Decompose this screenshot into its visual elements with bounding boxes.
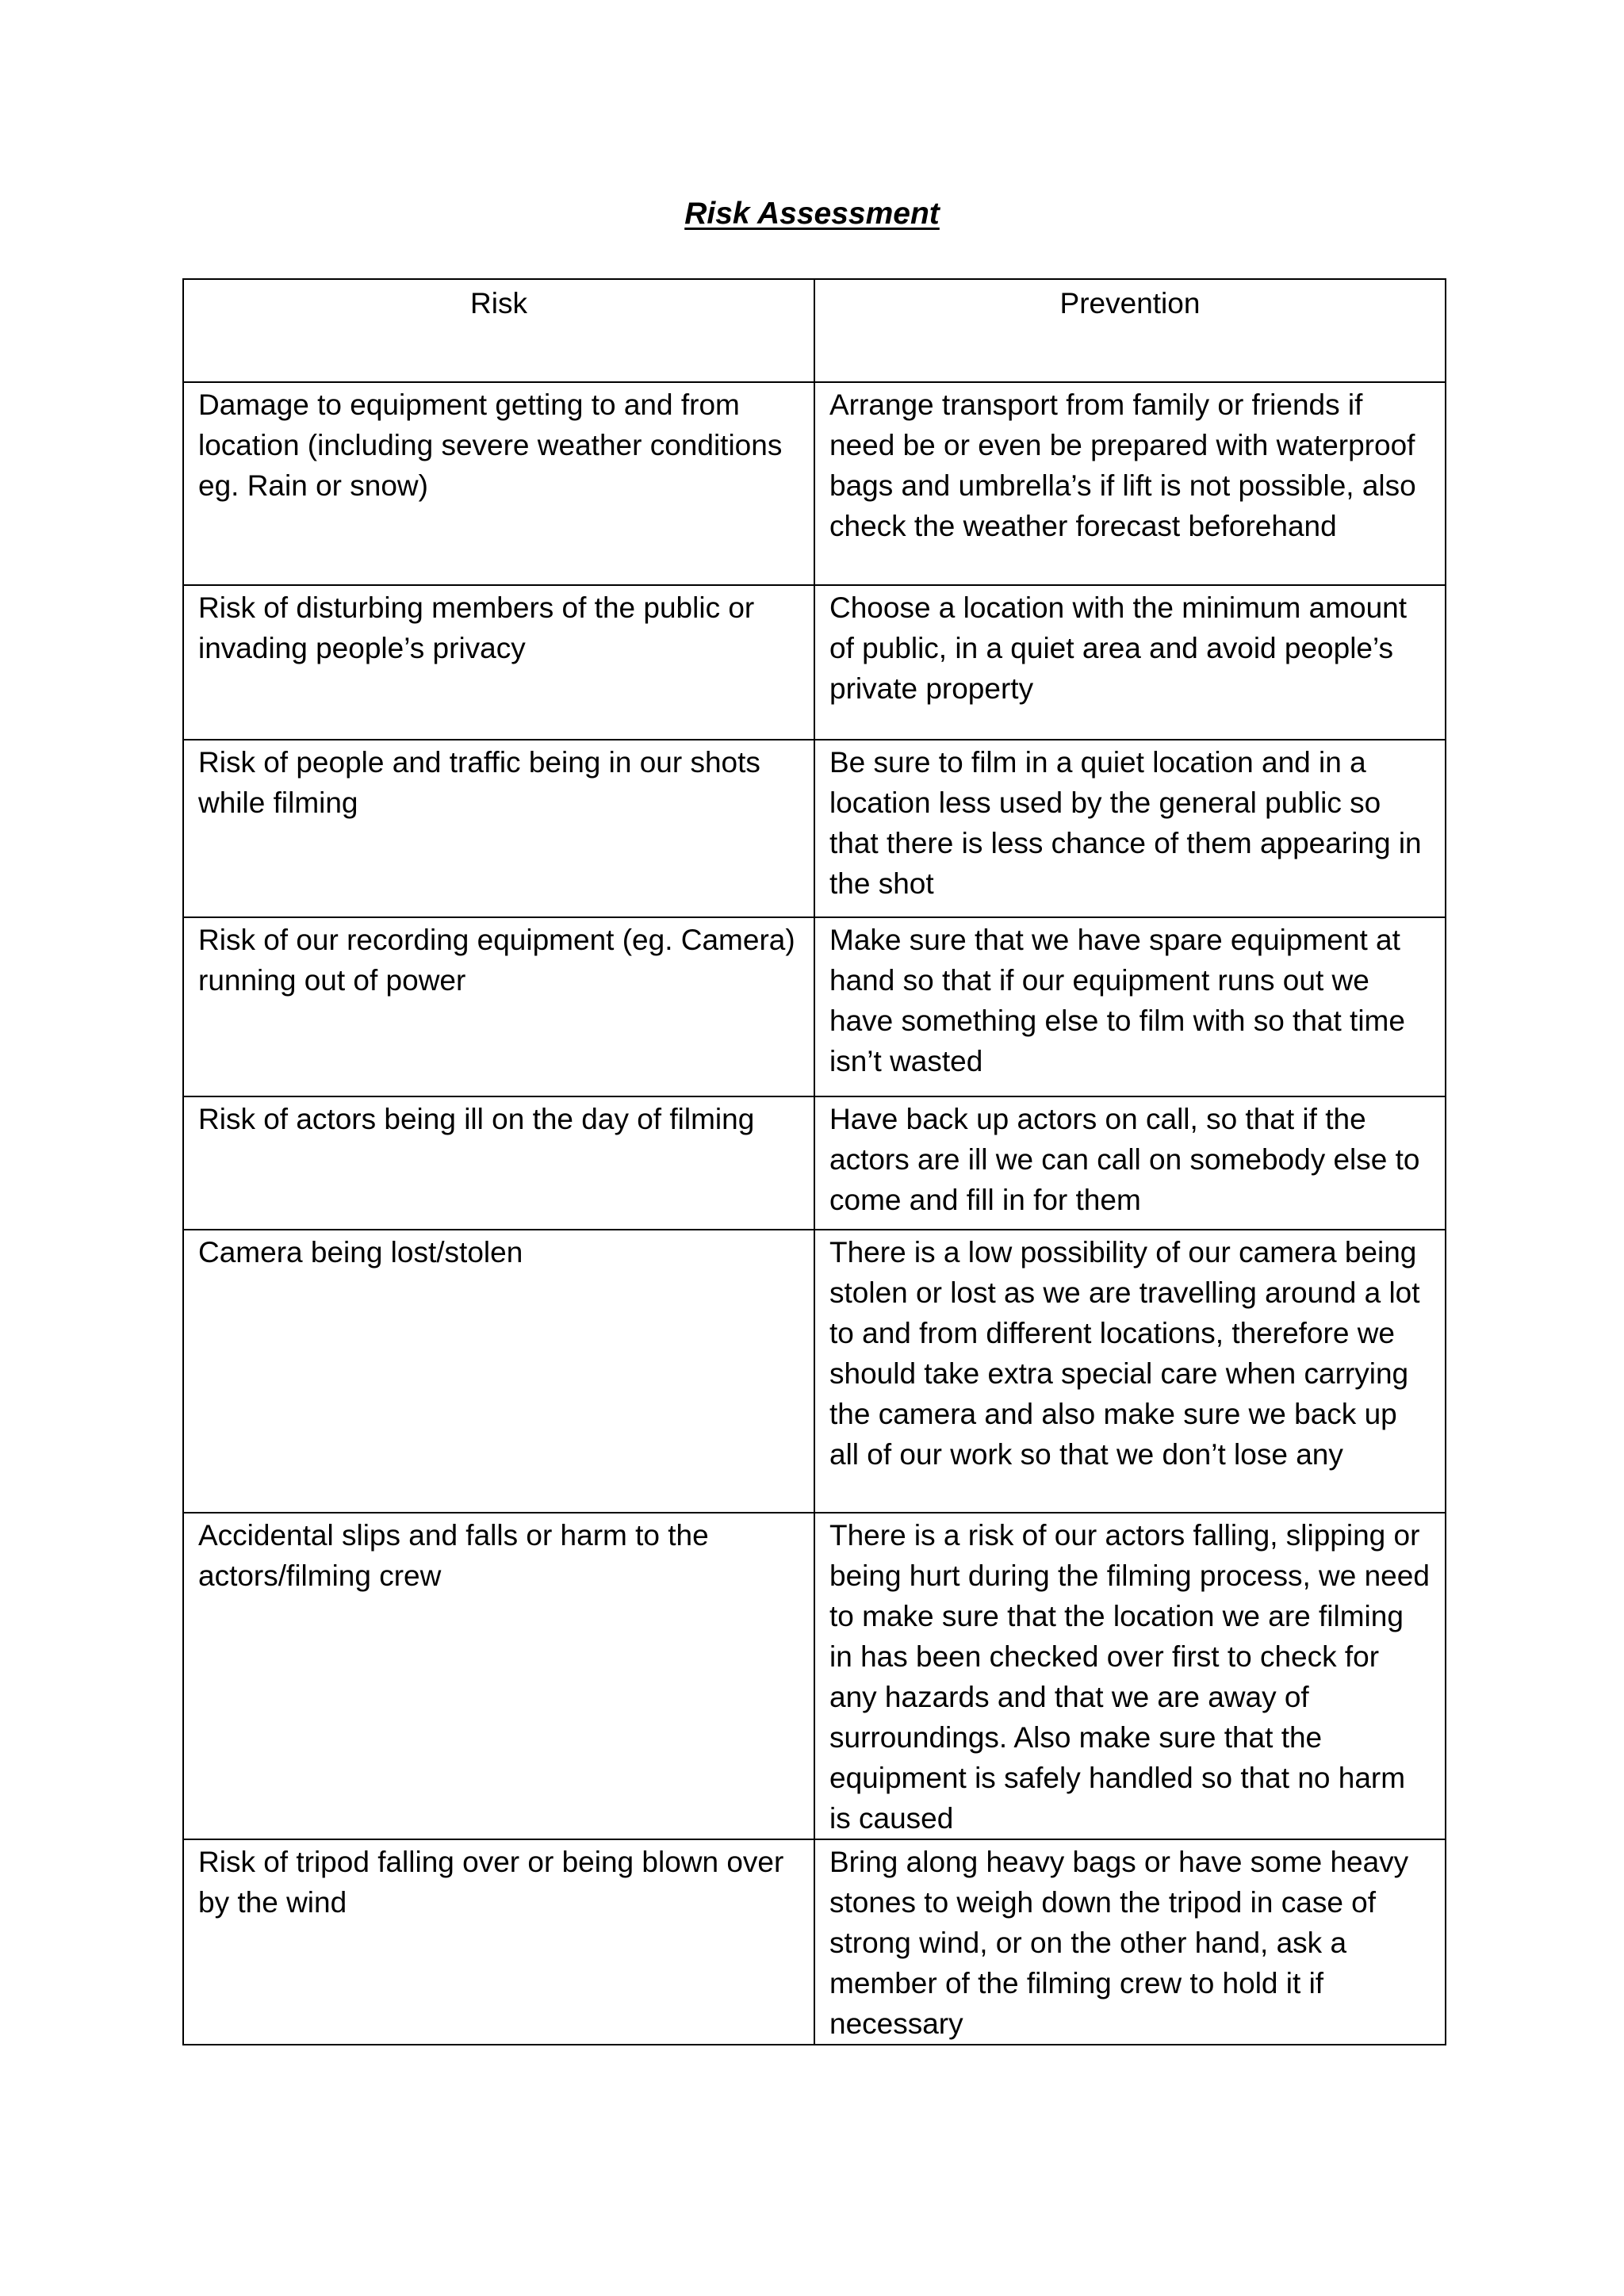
table-row [183, 1513, 1446, 1839]
table-row [183, 585, 1446, 740]
column-header-prevention: Prevention [814, 279, 1446, 382]
table-row [183, 1839, 1446, 2045]
prevention-cell: Have back up actors on call, so that if the actors are ill we can call on somebody else to come and fill in for them [814, 1096, 1446, 1230]
risk-cell: Risk of disturbing members of the public or invading people’s privacy [183, 585, 814, 740]
prevention-cell: Make sure that we have spare equipment at hand so that if our equipment runs out we have something else to film with so that time isn’t wasted [814, 917, 1446, 1096]
column-header-risk: Risk [183, 279, 814, 382]
page-title: Risk Assessment [684, 197, 940, 231]
table-row [183, 740, 1446, 917]
prevention-cell: Choose a location with the minimum amount of public, in a quiet area and avoid people’s private property [814, 585, 1446, 740]
table-row [183, 1230, 1446, 1513]
prevention-cell: Be sure to film in a quiet location and in a location less used by the general public so that there is less chance of them appearing in the shot [814, 740, 1446, 917]
prevention-cell: Arrange transport from family or friends if need be or even be prepared with waterproof bags and umbrella’s if lift is not possible, also check the weather forecast beforehand [814, 382, 1446, 585]
risk-assessment-table [182, 278, 1446, 2045]
table-row [183, 382, 1446, 585]
risk-cell: Risk of actors being ill on the day of filming [183, 1096, 814, 1230]
table-row [183, 917, 1446, 1096]
risk-cell: Risk of our recording equipment (eg. Camera) running out of power [183, 917, 814, 1096]
prevention-cell: There is a risk of our actors falling, slipping or being hurt during the filming process, we need to make sure that the location we are filming in has been checked over first to check for any hazards and that we are away of surroundings. Also make sure that the equipment is safely handled so that no harm is caused [814, 1513, 1446, 1839]
prevention-cell: Bring along heavy bags or have some heavy stones to weigh down the tripod in case of strong wind, or on the other hand, ask a member of the filming crew to hold it if necessary [814, 1839, 1446, 2045]
prevention-cell: There is a low possibility of our camera being stolen or lost as we are travelling around a lot to and from different locations, therefore we should take extra special care when carrying the camera and also make sure we back up all of our work so that we don’t lose any [814, 1230, 1446, 1513]
risk-cell: Damage to equipment getting to and from location (including severe weather conditions eg. Rain or snow) [183, 382, 814, 585]
table-header-row [183, 279, 1446, 382]
risk-cell: Risk of tripod falling over or being blown over by the wind [183, 1839, 814, 2045]
table-row [183, 1096, 1446, 1230]
risk-cell: Accidental slips and falls or harm to the actors/filming crew [183, 1513, 814, 1839]
risk-cell: Risk of people and traffic being in our shots while filming [183, 740, 814, 917]
risk-cell: Camera being lost/stolen [183, 1230, 814, 1513]
